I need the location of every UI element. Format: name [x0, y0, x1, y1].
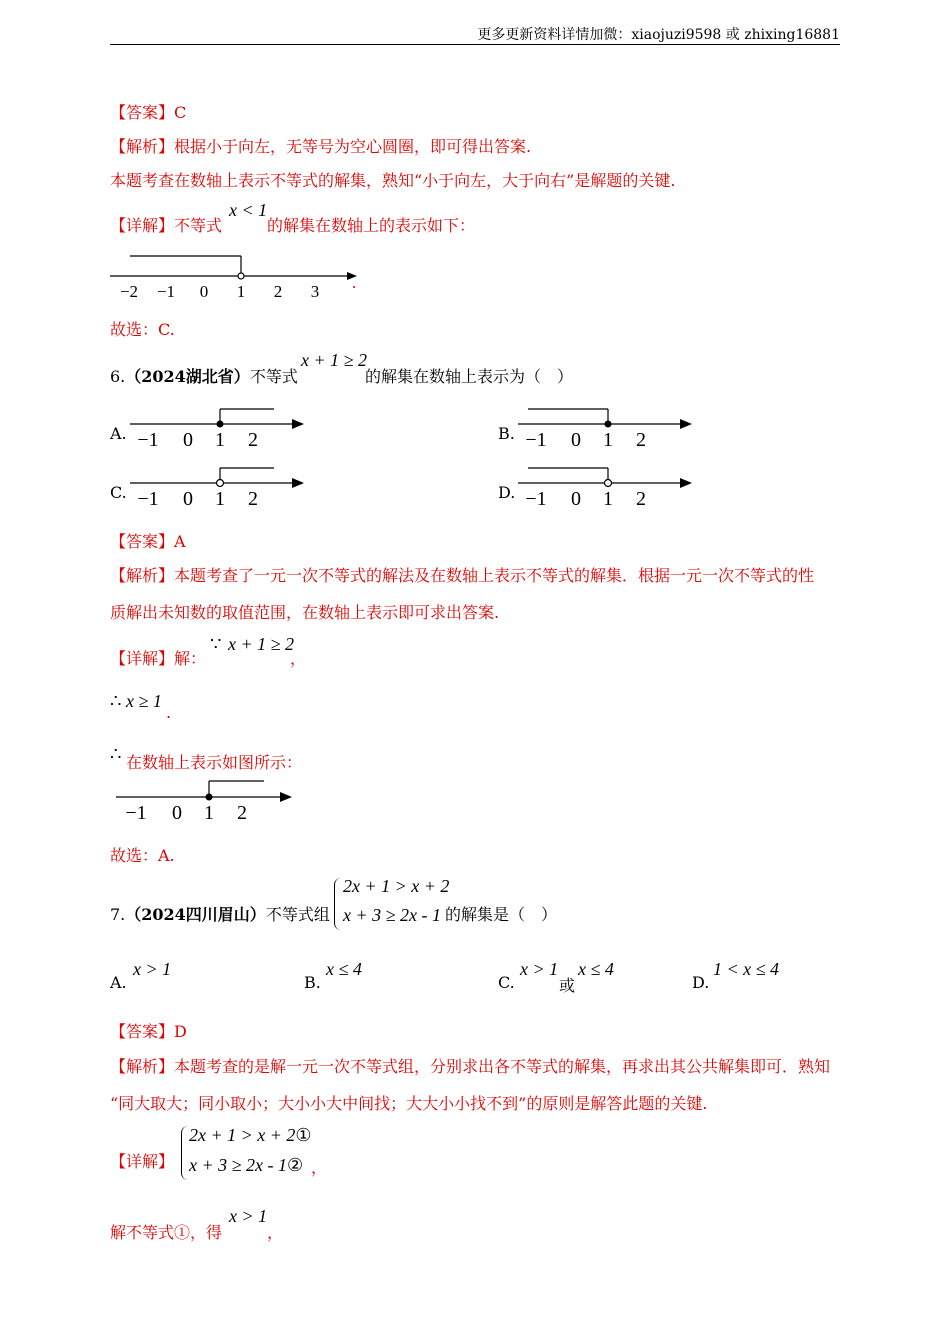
q6-option-a-label[interactable]: A. — [110, 424, 127, 443]
q7-option-c-math[interactable]: x > 1 — [520, 959, 559, 979]
q7-step1-math: x > 1 — [229, 1206, 268, 1226]
q6-because-symbol: ∵ — [210, 634, 222, 654]
q7-answer-line — [110, 1019, 187, 1042]
q6-conclusion: 故选：A. — [110, 846, 175, 865]
q6-option-d-number-line[interactable] — [516, 463, 698, 513]
q6-therefore-symbol-2: ∴ — [110, 744, 122, 764]
q7-detail-line2-group — [189, 1155, 303, 1176]
q5-answer-label: 【答案】 — [110, 103, 175, 122]
q6-option-c-number-line[interactable] — [128, 463, 310, 513]
q7-stem-prefix: 不等式组 — [265, 905, 330, 924]
q5-detail-prefix: 不等式 — [174, 216, 223, 235]
q5-tick-label: −2 — [119, 282, 139, 301]
q6-tick-label: 0 — [571, 488, 581, 510]
q6-therefore-symbol: ∴ — [110, 691, 122, 711]
q6-tick-label: 2 — [248, 429, 258, 451]
q7-detail-mark2: ② — [287, 1155, 304, 1175]
q5-number-line — [105, 250, 375, 305]
q6-tick-label: −1 — [137, 429, 159, 451]
q7-option-c-label[interactable]: C. — [498, 973, 515, 992]
q5-detail-math: x < 1 — [229, 200, 268, 220]
q5-open-dot — [238, 273, 244, 279]
q6-tick-label: −1 — [137, 488, 159, 510]
q7-step1-comma: ， — [267, 1223, 284, 1242]
q6-tick-label: 2 — [636, 488, 646, 510]
q6-stem-math: x + 1 ≥ 2 — [301, 350, 368, 370]
q7-system-line2: x + 3 ≥ 2x - 1 — [343, 905, 441, 925]
q6-tick-label: 1 — [215, 429, 225, 451]
q5-answer-value: C — [174, 103, 187, 122]
q6-stem-prefix: 不等式 — [249, 367, 298, 386]
q6-answer-label: 【答案】 — [110, 532, 175, 551]
q6-tick-label: −1 — [525, 429, 547, 451]
q7-analysis-line1 — [110, 1054, 830, 1077]
q6-analysis-label: 【解析】 — [110, 566, 175, 585]
q7-answer-value: D — [174, 1022, 187, 1041]
q6-tick-label: 2 — [248, 488, 258, 510]
q6-option-c-open-dot — [217, 480, 224, 487]
q6-axis-intro: 在数轴上表示如图所示： — [126, 753, 303, 772]
q6-tick-label: 0 — [183, 488, 193, 510]
q7-option-b-math[interactable]: x ≤ 4 — [326, 959, 362, 979]
q6-tick-label: 0 — [571, 429, 581, 451]
q7-option-b-label[interactable]: B. — [304, 973, 321, 992]
q6-stem-suffix: 的解集在数轴上表示为（ ） — [365, 367, 574, 386]
q7-detail-line2: x + 3 ≥ 2x - 1 — [189, 1155, 287, 1175]
q6-number: 6. — [110, 367, 126, 386]
q6-detail-math: x + 1 ≥ 2 — [228, 634, 295, 654]
q5-detail-line — [110, 213, 222, 236]
q7-detail-comma: ， — [311, 1158, 328, 1177]
q7-system-brace — [334, 878, 341, 930]
q6-solution-tick-label: 0 — [172, 802, 182, 824]
q6-answer-line — [110, 529, 186, 552]
q6-answer-value: A — [174, 532, 186, 551]
q7-stem — [110, 902, 330, 925]
q6-option-b-label[interactable]: B. — [498, 424, 515, 443]
q6-stem — [110, 364, 298, 387]
q7-system-line1: 2x + 1 > x + 2 — [343, 876, 450, 896]
q6-result-period: . — [166, 703, 172, 722]
q6-analysis-text-1: 本题考查了一元一次不等式的解法及在数轴上表示不等式的解集．根据一元一次不等式的性 — [174, 566, 815, 585]
q6-tick-label: −1 — [525, 488, 547, 510]
q6-source: （2024湖北省） — [125, 367, 250, 386]
q5-answer-line — [110, 100, 186, 123]
header-divider — [110, 44, 840, 45]
q7-option-a-math[interactable]: x > 1 — [133, 959, 172, 979]
q6-result-math: x ≥ 1 — [126, 691, 162, 711]
q6-option-d-label[interactable]: D. — [498, 483, 516, 502]
q6-solution-number-line — [114, 775, 304, 825]
q7-step1-text: 解不等式①，得 — [110, 1223, 223, 1242]
q6-option-d-open-dot — [605, 480, 612, 487]
q7-option-d-math[interactable]: 1 < x ≤ 4 — [713, 959, 780, 979]
q5-tick-label: 0 — [199, 282, 209, 301]
q6-option-a-number-line[interactable] — [128, 404, 310, 454]
q5-analysis-line — [110, 134, 531, 157]
q5-tick-label: 3 — [310, 282, 320, 301]
q6-analysis-line1 — [110, 563, 814, 586]
q7-detail-line1-group — [189, 1125, 312, 1146]
q6-tick-label: 1 — [215, 488, 225, 510]
q6-solution-tick-label: −1 — [125, 802, 147, 824]
q6-detail-label: 【详解】 — [110, 649, 175, 668]
q6-option-a-filled-dot — [217, 421, 224, 428]
q7-option-c-connector: 或 — [559, 976, 576, 995]
q5-conclusion: 故选：C. — [110, 320, 175, 339]
q6-solution-tick-label: 2 — [237, 802, 247, 824]
q6-detail-comma: ， — [290, 649, 307, 668]
q7-option-d-label[interactable]: D. — [692, 973, 710, 992]
q6-solution-tick-label: 1 — [204, 802, 214, 824]
q5-tick-label: 2 — [273, 282, 283, 301]
q7-stem-suffix: 的解集是（ ） — [445, 905, 558, 924]
q6-option-c-label[interactable]: C. — [110, 483, 127, 502]
q7-number: 7. — [110, 905, 126, 924]
q7-answer-label: 【答案】 — [110, 1022, 175, 1041]
q6-tick-label: 1 — [603, 488, 613, 510]
q5-detail-label: 【详解】 — [110, 216, 175, 235]
q6-solution-filled-dot — [206, 794, 213, 801]
q7-detail-label: 【详解】 — [110, 1152, 175, 1171]
q7-source: （2024四川眉山） — [125, 905, 266, 924]
q5-analysis-text: 根据小于向左，无等号为空心圆圈，即可得出答案. — [174, 137, 532, 156]
q7-detail-line1: 2x + 1 > x + 2 — [189, 1125, 296, 1145]
q6-detail-line — [110, 646, 206, 669]
q6-option-b-number-line[interactable] — [516, 404, 698, 454]
q6-tick-label: 2 — [636, 429, 646, 451]
q7-option-a-label[interactable]: A. — [110, 973, 127, 992]
q6-option-b-filled-dot — [605, 421, 612, 428]
q6-detail-prefix: 解： — [174, 649, 207, 668]
q5-detail-suffix: 的解集在数轴上的表示如下： — [267, 216, 476, 235]
q6-analysis-text-2: 质解出未知数的取值范围，在数轴上表示即可求出答案. — [110, 603, 500, 622]
q7-detail-brace — [181, 1126, 188, 1180]
q5-tick-label: −1 — [156, 282, 176, 301]
q5-note-text: 本题考查在数轴上表示不等式的解集，熟知“小于向左，大于向右”是解题的关键. — [110, 171, 676, 190]
q7-analysis-text-2: “同大取大；同小取小；大小小大中间找；大大小小找不到”的原则是解答此题的关键. — [110, 1094, 708, 1113]
q5-analysis-label: 【解析】 — [110, 137, 175, 156]
page-header: 更多更新资料详情加微：xiaojuzi9598 或 zhixing16881 — [477, 27, 840, 43]
q7-analysis-label: 【解析】 — [110, 1057, 175, 1076]
q6-tick-label: 0 — [183, 429, 193, 451]
q7-option-c-math2[interactable]: x ≤ 4 — [578, 959, 614, 979]
q6-tick-label: 1 — [603, 429, 613, 451]
q5-axis-trailing: . — [352, 273, 357, 292]
q7-detail-mark1: ① — [295, 1125, 312, 1145]
q5-tick-label: 1 — [236, 282, 246, 301]
q7-analysis-text-1: 本题考查的是解一元一次不等式组，分别求出各不等式的解集，再求出其公共解集即可．熟知 — [174, 1057, 831, 1076]
